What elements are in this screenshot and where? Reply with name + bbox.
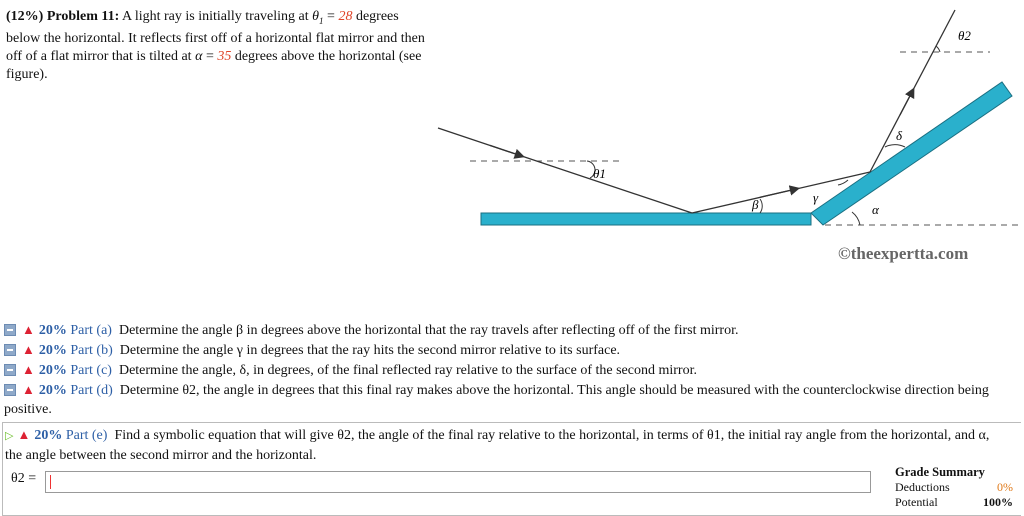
theta2-label: θ2 <box>958 28 971 43</box>
problem-statement: (12%) Problem 11: A light ray is initially traveling at $\theta_1 = 28$ degrees below the horizontal. It reflects first off of a horizontal flat mirror and then off of a flat mirror that is tilted at α = 35 degrees above the horizontal (see figure). <box>6 9 425 82</box>
expand-icon[interactable] <box>4 344 16 356</box>
credit-watermark: ©theexpertta.com <box>838 244 969 263</box>
potential-value: 100% <box>983 495 1013 509</box>
part-b[interactable]: ▲ 20% Part (b) Determine the angle γ in degrees that the ray hits the second mirror relative to its surface. <box>4 340 1020 360</box>
expand-icon[interactable] <box>4 324 16 336</box>
parts-list <box>4 320 1020 419</box>
tilted-mirror <box>811 82 1012 225</box>
warning-icon: ▲ <box>22 382 35 397</box>
warning-icon: ▲ <box>17 427 31 442</box>
grade-summary-title: Grade Summary <box>895 465 985 479</box>
answer-label: θ2 = <box>11 471 37 486</box>
play-icon[interactable]: ▷ <box>5 430 14 442</box>
horizontal-mirror <box>481 213 811 225</box>
theta1-value: 28 <box>338 9 353 24</box>
alpha-value: 35 <box>217 48 232 64</box>
part-a[interactable]: ▲ 20% Part (a) Determine the angle β in degrees above the horizontal that the ray travels after reflecting off of the first mirror. <box>4 320 1020 340</box>
alpha-label: α <box>872 202 879 217</box>
alpha-symbol: α <box>195 48 203 64</box>
part-e-text: ▷ ▲ 20% Part (e) Find a symbolic equation that will give θ2, the angle of the final ray relative to the horizontal, in terms of θ1, the initial ray angle from the horizontal, and α, the angle between the second mirror and the horizontal. <box>5 427 990 463</box>
expand-icon[interactable] <box>4 364 16 376</box>
gamma-label: γ <box>813 190 819 205</box>
problem-header: (12%) Problem 11: <box>6 9 120 24</box>
part-d[interactable]: ▲ 20% Part (d) Determine θ2, the angle in degrees that this final ray makes above the horizontal. This angle should be measured with the counterclockwise direction being positive. <box>4 382 989 417</box>
warning-icon: ▲ <box>22 342 35 357</box>
grade-summary: Grade Summary Deductions 0% Potential 100% <box>895 465 1013 509</box>
part-c[interactable]: ▲ 20% Part (c) Determine the angle, δ, in degrees, of the final reflected ray relative to the surface of the second mirror. <box>4 360 1020 380</box>
problem-text: A light ray is initially traveling at <box>122 9 313 24</box>
delta-label: δ <box>896 128 903 143</box>
incoming-ray <box>438 128 692 213</box>
part-e-panel <box>2 422 1021 516</box>
warning-icon: ▲ <box>22 362 35 377</box>
warning-icon: ▲ <box>22 322 35 337</box>
theta1-label: θ1 <box>593 166 606 181</box>
expand-icon[interactable] <box>4 384 16 396</box>
problem-text: degrees above the horizontal (see figure). <box>6 48 422 82</box>
beta-label: β <box>752 197 759 212</box>
deductions-value: 0% <box>997 480 1013 494</box>
theta1-symbol: $\theta_1$ <box>312 9 324 26</box>
problem-text: degrees below the horizontal. It reflects first off of a horizontal flat mirror and then off of a flat mirror that is tilted at <box>6 9 425 64</box>
answer-input[interactable] <box>45 471 871 493</box>
text-caret <box>50 475 51 489</box>
